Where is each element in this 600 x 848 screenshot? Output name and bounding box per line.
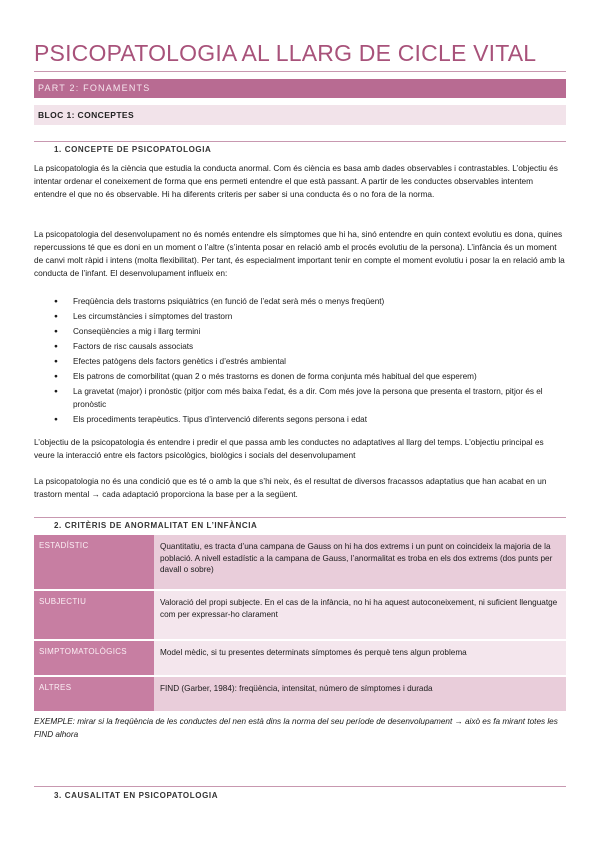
criteria-description: Quantitatiu, es tracta d’una campana de Gauss on hi ha dos extrems i un punt on coincideix la majoria de la població. A nivell estadístic a la campana de Gauss, l’anormalitat es troba en els dos extrems (dos punts per davall o sobre) [154,535,566,591]
criteria-label: ESTADÍSTIC [34,535,154,591]
title-divider [34,71,566,72]
section-1-heading: 1. CONCEPTE DE PSICOPATOLOGIA [54,145,212,154]
table-row [34,535,566,591]
list-item: ● Efectes patògens dels factors genètics i d’estrés ambiental [54,355,564,368]
criteria-description: Model mèdic, si tu presentes determinats símptomes és perquè tens algun problema [154,641,566,677]
paragraph-text: L’objectiu de la psicopatologia és entendre i predir el que passa amb les conductes no adaptatives al llarg del temps. L’objectiu principal es veure la interacció entre els factors psicològics, biològics i socials del desenvolupament [34,437,544,460]
section-1-paragraph-1 [34,162,566,201]
criteria-label: SUBJECTIU [34,591,154,641]
criteria-label: ALTRES [34,677,154,713]
section-1-paragraph-4 [34,475,566,501]
list-item: ● Factors de risc causals associats [54,340,564,353]
criteria-description: FIND (Garber, 1984): freqüència, intensitat, número de símptomes i durada [154,677,566,713]
section-3-heading: 3. CAUSALITAT EN PSICOPATOLOGIA [54,791,219,800]
section-3-divider [34,786,566,787]
paragraph-text: La psicopatologia del desenvolupament no és només entendre els símptomes que hi ha, sinó entendre en quin context evolutiu es dona, quines repercussions té que es doni en un moment o l’altre (s’intenta posar en relació amb el procés evolutiu de la persona). L’infància és un moment de canvi molt ràpid i intens (molta flexibilitat). Per tant, és especialment important tenir en compte el moment evolutiu i posar la en relació amb la conducta de l’infant. El desenvolupament influeix en: [34,229,565,278]
table-row [34,641,566,677]
section-2-heading: 2. CRITÈRIS DE ANORMALITAT EN L’INFÀNCIA [54,521,258,530]
section-1-paragraph-2 [34,228,566,280]
table-row [34,591,566,641]
section-1-paragraph-3 [34,436,566,462]
list-item: ● Conseqüències a mig i llarg termini [54,325,564,338]
list-item: ● Les circumstàncies i símptomes del trastorn [54,310,564,323]
criteria-description: Valoració del propi subjecte. En el cas de la infància, no hi ha aquest autoconeixement, ni suficient llenguatge com per expressar-ho clarament [154,591,566,641]
criteria-label: SIMPTOMATOLÒGICS [34,641,154,677]
document-title: PSICOPATOLOGIA AL LLARG DE CICLE VITAL [34,40,537,66]
bloc-banner: BLOC 1: CONCEPTES [34,105,566,125]
section-2-divider [34,517,566,518]
list-item: ● Els patrons de comorbilitat (quan 2 o més trastorns es donen de forma conjunta més habitual del que esperem) [54,370,564,383]
table-row [34,677,566,713]
section-1-divider [34,141,566,142]
development-influence-list [54,295,564,428]
example-note: EXEMPLE: mirar si la freqüència de les conductes del nen està dins la norma del seu període de desenvolupament → això es fa mirant totes les FIND alhora [34,717,558,739]
part-banner: PART 2: FONAMENTS [34,79,566,98]
paragraph-text: La psicopatologia no és una condició que es té o amb la que s’hi neix, és el resultat de diversos fracassos adaptatius que han acabat en un trastorn mental → cada adaptació proporciona la base per a la següent. [34,476,547,499]
list-item: ● Freqüència dels trastorns psiquiàtrics (en funció de l’edat serà més o menys freqüent) [54,295,564,308]
list-item: ● La gravetat (major) i pronòstic (pitjor com més baixa l’edat, és a dir. Com més jove la persona que presenta el trastorn, pitjor és el pronòstic [54,385,564,411]
list-item: ● Els procediments terapèutics. Tipus d’intervenció diferents segons persona i edat [54,413,564,426]
paragraph-text: La psicopatologia és la ciència que estudia la conducta anormal. Com és ciència es basa amb dades observables i contrastables. L’objectiu és intentar ordenar el coneixement de forma que ens permeti entendre el que està passant. A partir de les conductes observables intentem entendre el que no és observable. Hi ha diferents criteris per saber si una conducta és o no fora de la norma. [34,163,558,199]
criteria-table [34,535,566,713]
